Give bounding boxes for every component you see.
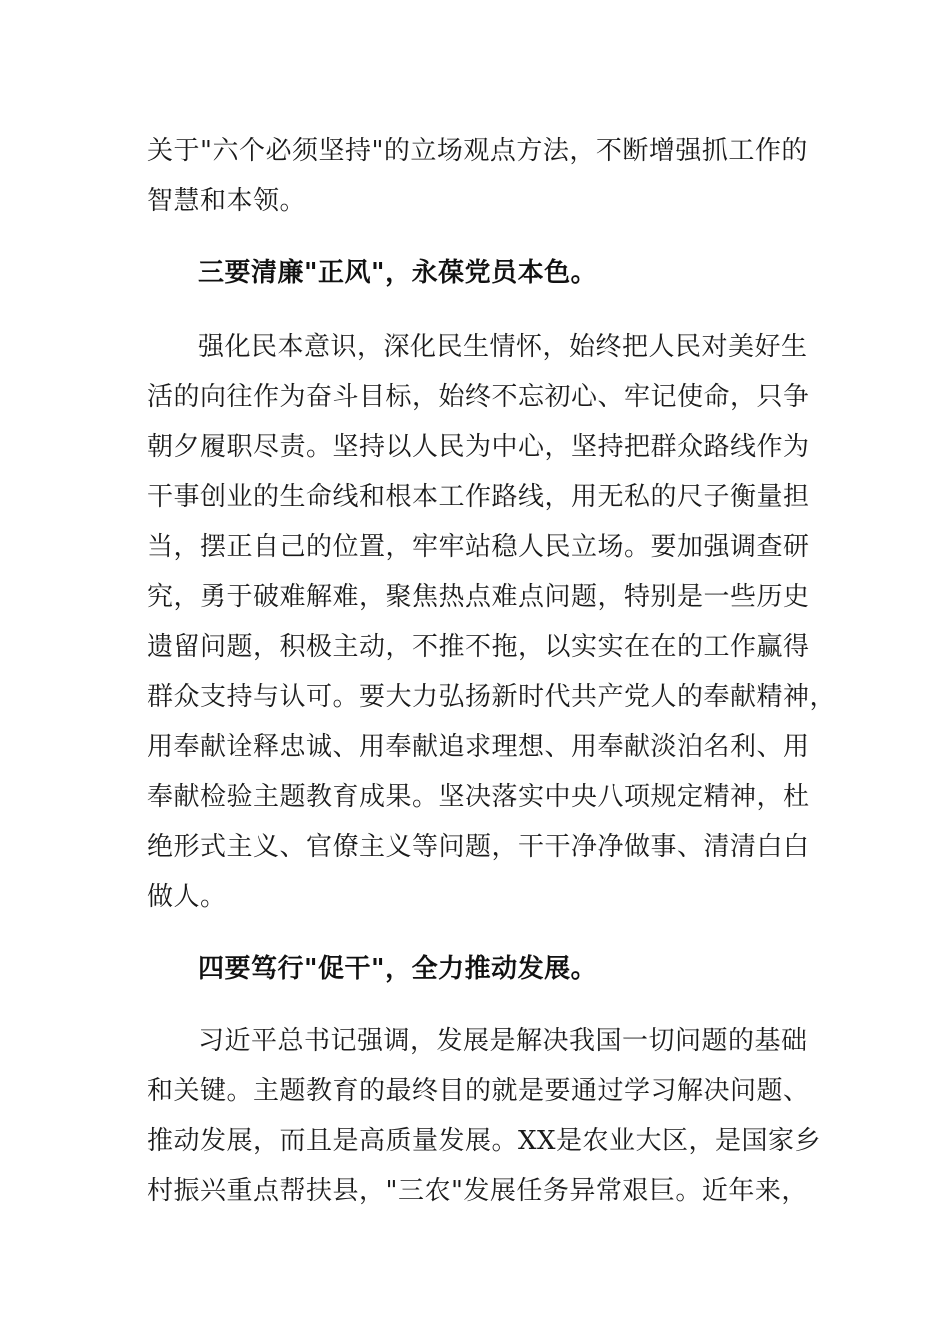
paragraph-line: 推动发展，而且是高质量发展。XX是农业大区，是国家乡 <box>147 1126 822 1156</box>
paragraph-line: 朝夕履职尽责。坚持以人民为中心，坚持把群众路线作为 <box>147 432 810 462</box>
paragraph-line: 强化民本意识，深化民生情怀，始终把人民对美好生 <box>198 332 808 362</box>
paragraph-line: 干事创业的生命线和根本工作路线，用无私的尺子衡量担 <box>147 482 810 512</box>
paragraph-line: 当，摆正自己的位置，牢牢站稳人民立场。要加强调查研 <box>147 532 810 562</box>
paragraph-line: 奉献检验主题教育成果。坚决落实中央八项规定精神，杜 <box>147 782 810 812</box>
paragraph-line: 村振兴重点帮扶县，"三农"发展任务异常艰巨。近年来， <box>147 1176 808 1206</box>
paragraph-line: 做人。 <box>147 882 227 912</box>
paragraph-line: 活的向往作为奋斗目标，始终不忘初心、牢记使命，只争 <box>147 382 810 412</box>
paragraph-line: 绝形式主义、官僚主义等问题，干干净净做事、清清白白 <box>147 832 810 862</box>
paragraph-line: 习近平总书记强调，发展是解决我国一切问题的基础 <box>198 1026 808 1056</box>
section-heading-3: 三要清廉"正风"，永葆党员本色。 <box>198 258 598 288</box>
paragraph-line: 遗留问题，积极主动，不推不拖，以实实在在的工作赢得 <box>147 632 810 662</box>
paragraph-line: 究，勇于破难解难，聚焦热点难点问题，特别是一些历史 <box>147 582 810 612</box>
section-heading-4: 四要笃行"促干"，全力推动发展。 <box>198 954 598 984</box>
paragraph-line: 用奉献诠释忠诚、用奉献追求理想、用奉献淡泊名利、用 <box>147 732 810 762</box>
paragraph-line: 和关键。主题教育的最终目的就是要通过学习解决问题、 <box>147 1076 810 1106</box>
paragraph-line: 关于"六个必须坚持"的立场观点方法，不断增强抓工作的 <box>147 136 808 166</box>
paragraph-line: 群众支持与认可。要大力弘扬新时代共产党人的奉献精神， <box>147 682 837 712</box>
paragraph-line: 智慧和本领。 <box>147 186 307 216</box>
